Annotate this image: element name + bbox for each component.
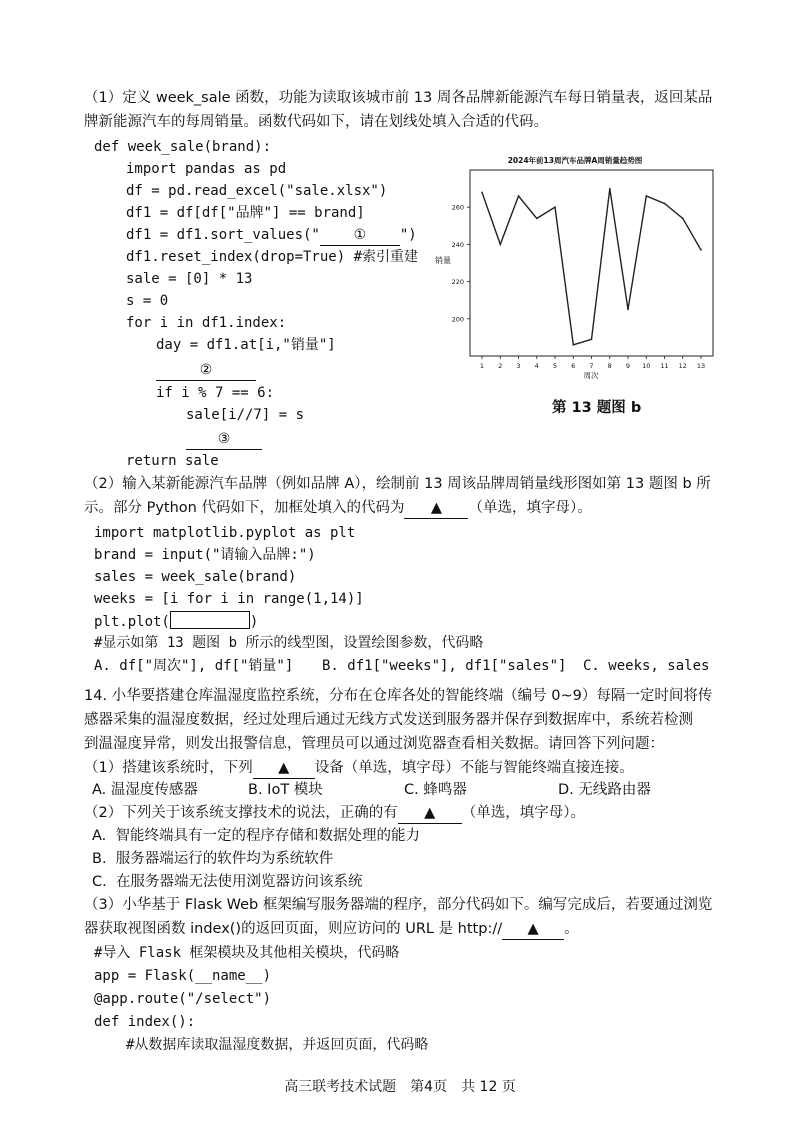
code-import-pandas: import pandas as pd [126,161,287,177]
option-a: A. df["周次"], df["销量"] [94,658,294,674]
x-axis-label: 周次 [583,371,599,380]
q14-p1-option-d: D. 无线路由器 [558,782,651,798]
y-tick-label: 200 [451,315,464,324]
q14-p2-b: （单选，填字母）。 [461,805,585,821]
code-plt-plot: plt.plot( [94,614,170,630]
data-point [572,344,574,346]
q14-p1-option-b: B. IoT 模块 [248,782,323,798]
code-index-comment: #从数据库读取温湿度数据，并返回页面，代码略 [126,1037,429,1053]
code-plt-plot-line [94,611,258,632]
data-point [591,338,593,340]
x-tick-label: 3 [516,362,521,370]
x-tick-label: 1 [479,362,485,370]
page-footer: 高三联考技术试题 第4页 共 12 页 [284,1079,516,1095]
option-c: C. weeks, sales [583,658,710,674]
data-point [682,218,684,220]
x-tick-label: 4 [534,362,539,370]
code-s-init: s = 0 [126,293,169,309]
x-tick-label: 12 [678,362,687,370]
blank-1: ① [320,225,400,246]
chart-title: 2024年前13周汽车品牌A周销量趋势图 [507,156,643,165]
x-axis-ticks [480,356,705,370]
code-day-assign: day = df1.at[i,"销量"] [156,337,336,353]
code-app-flask: app = Flask(__name__) [94,968,272,984]
data-point [609,188,611,190]
q14-intro-line3: 到温湿度异常，则发出报警信息，管理员可以通过浏览器查看相关数据。请回答下列问题： [84,736,664,752]
q14-p3-b: 器获取视图函数 index()的返回页面，则应访问的 URL 是 http:// [84,921,503,937]
code-sale-init: sale = [0] * 13 [126,271,253,287]
y-axis-label: 销量 [435,256,451,265]
code-return-sale: return sale [126,453,219,469]
data-point [481,192,483,194]
answer-box [170,611,250,629]
code-brand-input: brand = input("请输入品牌:") [94,547,316,563]
code-weeks-list: weeks = [i for i in range(1,14)] [94,591,364,607]
code-sale-assign: sale[i//7] = s [186,407,305,423]
code-def-index: def index(): [94,1014,196,1030]
q13-p1-intro-line1: （1）定义 week_sale 函数，功能为读取该城市前 13 周各品牌新能源汽车每日销量表，返回某品 [84,90,713,106]
x-tick-label: 9 [625,362,631,370]
data-point [499,244,501,246]
x-tick-label: 6 [571,362,576,370]
series-line [482,189,701,345]
q14-p2-line [84,803,585,824]
data-point [536,218,538,220]
answer-blank-q13-2: ▲ [404,498,468,519]
q13-p1-intro-line2: 牌新能源汽车的每周销量。函数代码如下，请在划线处填入合适的代码。 [84,114,548,130]
code-close-paren: ") [399,227,417,243]
code-flask-comment: #导入 Flask 框架模块及其他相关模块，代码略 [94,945,400,961]
plot-frame [470,170,713,356]
q13-p2-intro-b: （单选，填字母）。 [468,500,592,516]
code-for-loop: for i in df1.index: [126,315,287,331]
chart-caption: 第 13 题图 b [552,400,642,416]
q14-p2-option-c: C. 在服务器端无法使用浏览器访问该系统 [92,874,363,890]
q14-p2-a: （2）下列关于该系统支撑技术的说法，正确的有 [84,805,398,821]
data-point [700,249,702,251]
x-tick-label: 11 [660,362,669,370]
data-point [554,206,556,208]
series-points [481,188,702,346]
q13-p2-intro-a: 示。部分 Python 代码如下，加框处填入的代码为 [84,500,405,516]
q14-p3-line2 [84,919,579,940]
q13-p2-intro-line2 [84,498,592,519]
code-import-matplotlib: import matplotlib.pyplot as plt [94,525,356,541]
answer-blank-q14-1: ▲ [253,758,315,779]
q14-intro-line1: 14. 小华要搭建仓库温湿度监控系统，分布在仓库各处的智能终端（编号 0~9）每隔一定时间将传 [84,688,713,704]
code-sort-values-line [126,225,417,246]
code-sales-call: sales = week_sale(brand) [94,569,297,585]
data-point [645,195,647,197]
y-tick-label: 240 [451,240,464,249]
code-if-mod: if i % 7 == 6: [156,385,275,401]
code-plt-plot-close: ) [249,614,259,630]
blank-2-line [156,360,256,381]
data-point [664,203,666,205]
x-tick-label: 10 [642,362,651,370]
blank-3-line [186,429,262,450]
q14-p2-option-b: B. 服务器端运行的软件均为系统软件 [92,851,334,867]
code-reset-index: df1.reset_index(drop=True) #索引重建 [126,249,419,265]
q13-p2-intro-line1: （2）输入某新能源汽车品牌（例如品牌 A），绘制前 13 周该品牌周销量线形图如第 13 题图 b 所 [84,476,711,492]
code-comment-plot: #显示如第 13 题图 b 所示的线型图，设置绘图参数，代码略 [94,635,484,651]
code-app-route: @app.route("/select") [94,991,272,1007]
q14-p2-option-a: A. 智能终端具有一定的程序存储和数据处理的能力 [92,828,420,844]
q14-p3-line1: （3）小华基于 Flask Web 框架编写服务器端的程序，部分代码如下。编写完成后，若要通过浏览 [84,897,713,913]
q14-p3-c: 。 [564,921,579,937]
q14-p1-option-c: C. 蜂鸣器 [404,782,467,798]
q14-p1-option-a: A. 温湿度传感器 [92,782,198,798]
code-def-week-sale: def week_sale(brand): [94,139,272,155]
y-tick-label: 220 [451,278,464,287]
q14-p1-a: （1）搭建该系统时，下列 [84,760,253,776]
answer-blank-q14-2: ▲ [398,803,462,824]
x-tick-label: 2 [498,362,503,370]
y-tick-label: 260 [451,203,464,212]
code-filter-brand: df1 = df[df["品牌"] == brand] [126,205,365,221]
x-tick-label: 13 [696,362,706,370]
q14-intro-line2: 感器采集的温湿度数据，经过处理后通过无线方式发送到服务器并保存到数据库中，系统若检测 [84,712,693,728]
code-sort-values: df1 = df1.sort_values(" [126,227,320,243]
x-tick-label: 7 [589,362,594,370]
data-point [627,309,629,311]
answer-blank-q14-3: ▲ [502,919,564,940]
blank-3: ③ [186,429,262,450]
q14-p1-b: 设备（单选，填字母）不能与智能终端直接连接。 [314,760,634,776]
weekly-sales-line-chart [425,150,720,382]
y-axis-ticks [452,204,470,324]
x-tick-label: 5 [552,362,558,370]
option-b: B. df1["weeks"], df1["sales"] [322,658,567,674]
data-point [518,195,520,197]
x-tick-label: 8 [607,362,612,370]
q14-p1-line [84,758,634,779]
blank-2: ② [156,360,256,381]
code-read-excel: df = pd.read_excel("sale.xlsx") [126,183,388,199]
